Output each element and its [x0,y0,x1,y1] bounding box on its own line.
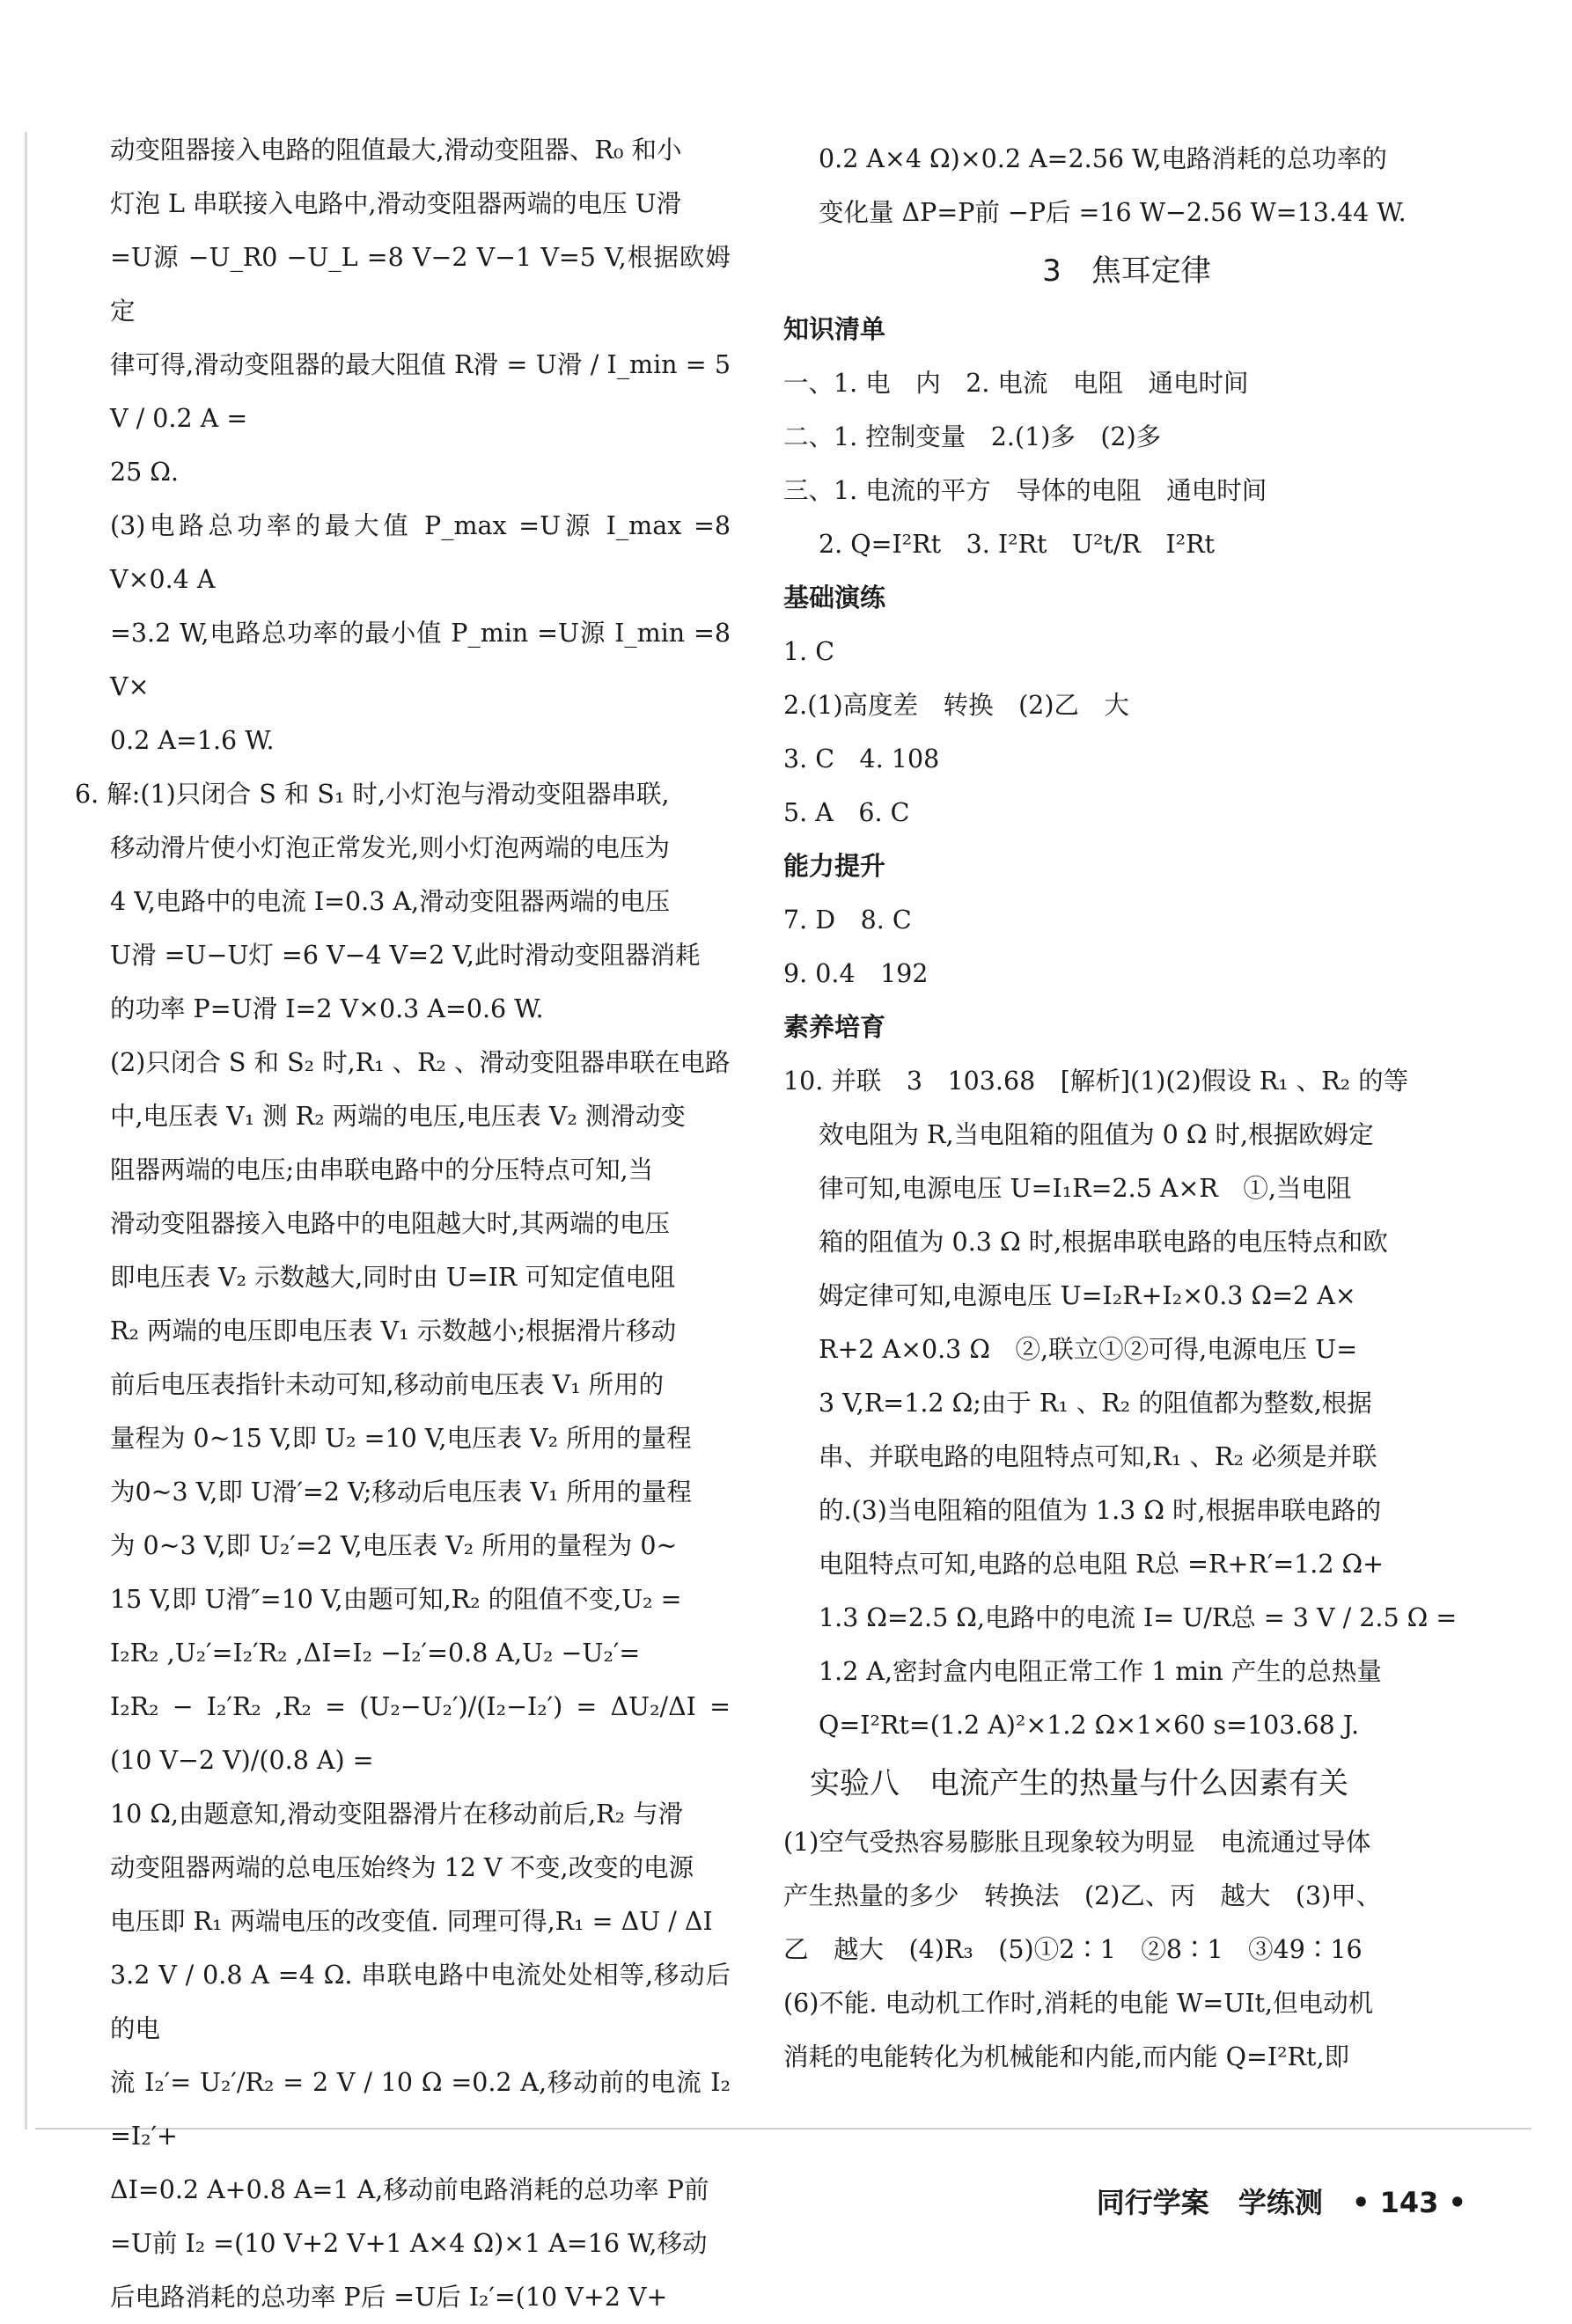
right-line-21: 姆定律可知,电源电压 U=I₂R+I₂×0.3 Ω=2 A× [819,1281,1356,1310]
right-line-25: 的.(3)当电阻箱的阻值为 1.3 Ω 时,根据串联电路的 [819,1496,1382,1525]
right-line-2: 3 焦耳定律 [1042,253,1211,289]
right-line-1: 变化量 ΔP=P前 −P后 =16 W−2.56 W=13.44 W. [819,198,1407,227]
right-line-33: 乙 越大 (4)R₃ (5)①2∶1 ②8∶1 ③49∶16 [783,1935,1363,1964]
left-line-20: 量程为 0~15 V,即 U₂ =10 V,电压表 V₂ 所用的量程 [110,1424,692,1453]
left-line-8: 6. 解:(1)只闭合 S 和 S₁ 时,小灯泡与滑动变阻器串联, [75,780,670,809]
right-line-16: 素养培育 [783,1012,886,1042]
right-line-7: 2. Q=I²Rt 3. I²Rt U²t/R I²Rt [819,530,1215,559]
right-line-34: (6)不能. 电动机工作时,消耗的电能 W=UIt,但电动机 [783,1989,1374,2018]
right-line-29: Q=I²Rt=(1.2 A)²×1.2 Ω×1×60 s=103.68 J. [819,1711,1360,1740]
left-line-32: =U前 I₂ =(10 V+2 V+1 A×4 Ω)×1 A=16 W,移动 [110,2229,708,2258]
right-line-35: 消耗的电能转化为机械能和内能,而内能 Q=I²Rt,即 [783,2042,1350,2071]
left-line-27: 动变阻器两端的总电压始终为 12 V 不变,改变的电源 [110,1853,694,1882]
right-line-8: 基础演练 [783,583,886,612]
right-line-23: 3 V,R=1.2 Ω;由于 R₁ 、R₂ 的阻值都为整数,根据 [819,1389,1372,1418]
right-line-9: 1. C [783,637,835,666]
left-line-25: I₂R₂ − I₂′R₂ ,R₂ = (U₂−U₂′)/(I₂−I₂′) = ΔU₂/ΔI = (10 V−2 V)/(0.8 A) = [110,1692,731,1775]
right-line-24: 串、并联电路的电阻特点可知,R₁ 、R₂ 必须是并联 [819,1442,1377,1471]
left-line-33: 后电路消耗的总功率 P后 =U后 I₂′=(10 V+2 V+ [110,2283,668,2312]
left-line-24: I₂R₂ ,U₂′=I₂′R₂ ,ΔI=I₂ −I₂′=0.8 A,U₂ −U₂′= [110,1639,641,1668]
left-line-28: 电压即 R₁ 两端电压的改变值. 同理可得,R₁ = ΔU / ΔI [110,1907,713,1936]
left-line-22: 为 0~3 V,即 U₂′=2 V,电压表 V₂ 所用的量程为 0~ [110,1531,678,1560]
right-line-28: 1.2 A,密封盒内电阻正常工作 1 min 产生的总热量 [819,1657,1382,1686]
right-line-13: 能力提升 [783,851,886,881]
left-line-18: R₂ 两端的电压即电压表 V₁ 示数越小;根据滑片移动 [110,1316,677,1345]
right-line-5: 二、1. 控制变量 2.(1)多 (2)多 [783,422,1162,451]
right-line-3: 知识清单 [783,314,886,344]
right-line-19: 律可知,电源电压 U=I₁R=2.5 A×R ①,当电阻 [819,1174,1352,1203]
left-line-5: (3)电路总功率的最大值 P_max =U源 I_max =8 V×0.4 A [110,511,731,594]
left-line-26: 10 Ω,由题意知,滑动变阻器滑片在移动前后,R₂ 与滑 [110,1800,684,1829]
right-line-17: 10. 并联 3 103.68 [解析](1)(2)假设 R₁ 、R₂ 的等 [783,1067,1409,1096]
right-line-10: 2.(1)高度差 转换 (2)乙 大 [783,691,1129,720]
left-line-16: 滑动变阻器接入电路中的电阻越大时,其两端的电压 [110,1209,671,1238]
right-line-26: 电阻特点可知,电路的总电阻 R总 =R+R′=1.2 Ω+ [819,1550,1385,1579]
left-line-1: 灯泡 L 串联接入电路中,滑动变阻器两端的电压 U滑 [110,189,682,218]
left-line-12: 的功率 P=U滑 I=2 V×0.3 A=0.6 W. [110,994,544,1023]
left-line-2: =U源 −U_R0 −U_L =8 V−2 V−1 V=5 V,根据欧姆定 [110,243,731,326]
right-line-14: 7. D 8. C [783,905,912,935]
left-line-4: 25 Ω. [110,458,180,487]
footer-subtitle: 学练测 [1238,2186,1323,2219]
right-line-18: 效电阻为 R,当电阻箱的阻值为 0 Ω 时,根据欧姆定 [819,1120,1374,1149]
left-line-30: 流 I₂′= U₂′/R₂ = 2 V / 10 Ω =0.2 A,移动前的电流 I₂ =I₂′+ [110,2068,731,2151]
right-line-22: R+2 A×0.3 Ω ②,联立①②可得,电源电压 U= [819,1335,1358,1364]
left-line-31: ΔI=0.2 A+0.8 A=1 A,移动前电路消耗的总功率 P前 [110,2175,709,2204]
page-number: • 143 • [1352,2186,1466,2219]
right-line-4: 一、1. 电 内 2. 电流 电阻 通电时间 [783,369,1249,398]
left-line-23: 15 V,即 U滑″=10 V,由题可知,R₂ 的阻值不变,U₂ = [110,1585,682,1614]
left-line-0: 动变阻器接入电路的阻值最大,滑动变阻器、R₀ 和小 [110,136,682,165]
right-line-31: (1)空气受热容易膨胀且现象较为明显 电流通过导体 [783,1828,1371,1857]
footer-brand: 同行学案 [1096,2186,1209,2219]
right-line-12: 5. A 6. C [783,798,910,827]
left-line-17: 即电压表 V₂ 示数越大,同时由 U=IR 可知定值电阻 [110,1263,676,1292]
left-line-3: 律可得,滑动变阻器的最大阻值 R滑 = U滑 / I_min = 5 V / 0.2 A = [110,350,731,433]
left-line-7: 0.2 A=1.6 W. [110,726,275,755]
right-line-27: 1.3 Ω=2.5 Ω,电路中的电流 I= U/R总 = 3 V / 2.5 Ω = [819,1603,1458,1632]
left-line-14: 中,电压表 V₁ 测 R₂ 两端的电压,电压表 V₂ 测滑动变 [110,1102,686,1131]
right-column [783,132,1470,2084]
binding-gutter [25,132,27,2130]
left-line-19: 前后电压表指针未动可知,移动前电压表 V₁ 所用的 [110,1370,665,1399]
right-line-20: 箱的阻值为 0.3 Ω 时,根据串联电路的电压特点和欧 [819,1228,1388,1257]
right-line-6: 三、1. 电流的平方 导体的电阻 通电时间 [783,476,1267,505]
page-footer [1077,2181,1466,2221]
left-line-6: =3.2 W,电路总功率的最小值 P_min =U源 I_min =8 V× [110,619,731,701]
left-column [75,123,731,2324]
left-line-21: 为0~3 V,即 U滑′=2 V;移动后电压表 V₁ 所用的量程 [110,1477,692,1507]
left-line-9: 移动滑片使小灯泡正常发光,则小灯泡两端的电压为 [110,833,671,862]
left-line-11: U滑 =U−U灯 =6 V−4 V=2 V,此时滑动变阻器消耗 [110,941,701,970]
left-line-10: 4 V,电路中的电流 I=0.3 A,滑动变阻器两端的电压 [110,887,671,916]
right-line-0: 0.2 A×4 Ω)×0.2 A=2.56 W,电路消耗的总功率的 [819,144,1387,173]
right-line-11: 3. C 4. 108 [783,744,940,773]
left-line-13: (2)只闭合 S 和 S₂ 时,R₁ 、R₂ 、滑动变阻器串联在电路 [110,1048,731,1077]
left-line-29: 3.2 V / 0.8 A =4 Ω. 串联电路中电流处处相等,移动后的电 [110,1961,731,2043]
left-line-15: 阻器两端的电压;由串联电路中的分压特点可知,当 [110,1155,654,1184]
right-line-30: 实验八 电流产生的热量与什么因素有关 [810,1766,1348,1801]
right-line-32: 产生热量的多少 转换法 (2)乙、丙 越大 (3)甲、 [783,1881,1382,1910]
right-line-15: 9. 0.4 192 [783,959,929,988]
